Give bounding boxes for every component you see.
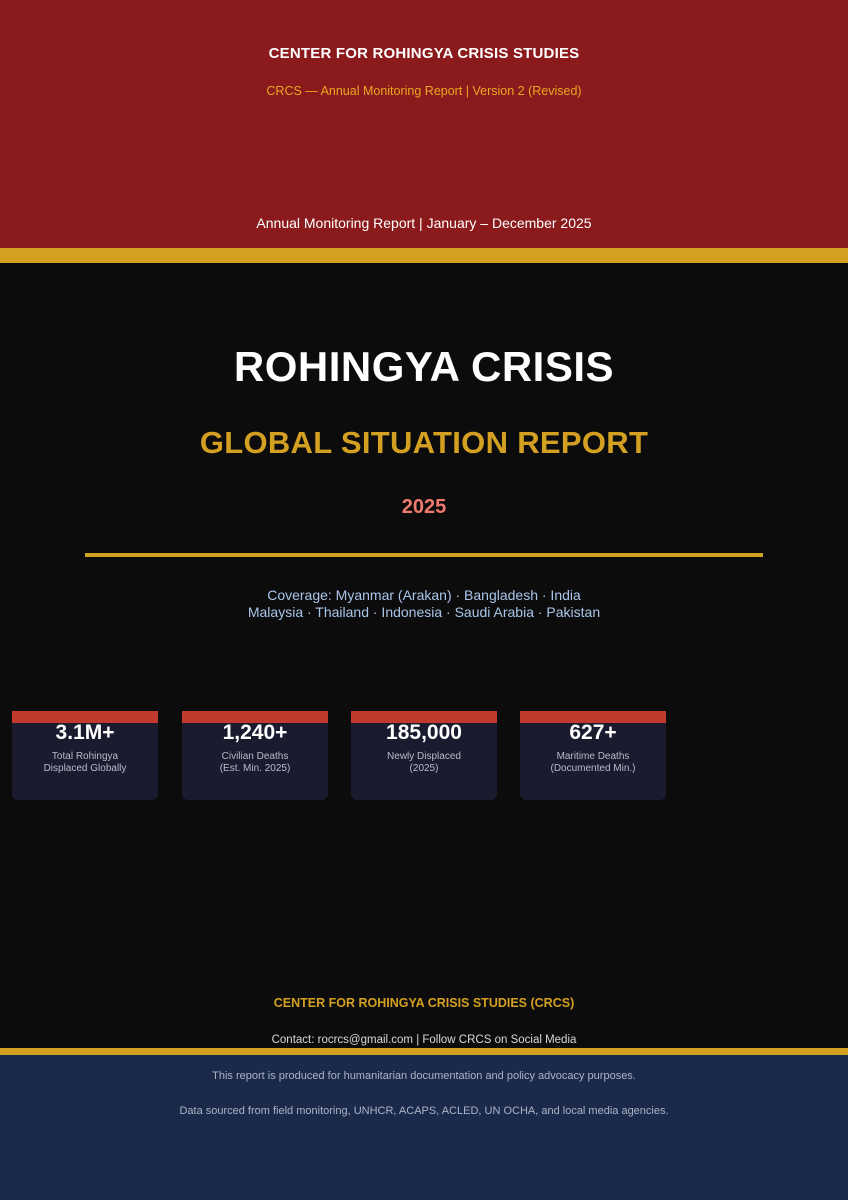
stat-label-line: Civilian Deaths — [221, 751, 289, 762]
stat-label-line: Displaced Globally — [43, 763, 127, 774]
stat-value: 3.1M+ — [55, 721, 115, 744]
org-title: CENTER FOR ROHINGYA CRISIS STUDIES — [268, 45, 580, 62]
main-title: ROHINGYA CRISIS — [233, 343, 615, 390]
stat-label-line: Maritime Deaths — [556, 751, 630, 762]
header-band — [0, 0, 848, 248]
period-line: Annual Monitoring Report | January – December 2025 — [256, 215, 592, 231]
coverage-text — [0, 587, 848, 621]
gold-divider-top — [0, 248, 848, 263]
stat-label-line: (Est. Min. 2025) — [219, 763, 291, 774]
stat-label-line: Total Rohingya — [51, 751, 119, 762]
stat-label — [16, 751, 154, 775]
data-sources-text: Data sourced from field monitoring, UNHCR, ACAPS, ACLED, UN OCHA, and local media agencies. — [179, 1105, 669, 1117]
stat-card-civilian-deaths — [182, 711, 328, 800]
footer-contact: Contact: rocrcs@gmail.com | Follow CRCS on Social Media — [271, 1034, 577, 1046]
coverage-line-1: Coverage: Myanmar (Arakan) · Bangladesh · India — [267, 587, 581, 603]
stat-label — [186, 751, 324, 775]
disclaimer-text: This report is produced for humanitarian documentation and policy advocacy purposes. — [212, 1070, 636, 1082]
coverage-line-2: Malaysia · Thailand · Indonesia · Saudi Arabia · Pakistan — [247, 604, 601, 620]
stat-label — [524, 751, 662, 775]
stat-value: 185,000 — [386, 721, 462, 744]
report-year: 2025 — [401, 496, 447, 518]
disclaimer-band — [0, 1055, 848, 1200]
stat-label — [355, 751, 493, 775]
gold-rule — [85, 553, 763, 557]
sub-title: GLOBAL SITUATION REPORT — [199, 425, 649, 460]
gold-divider-bottom — [0, 1048, 848, 1055]
stat-card-maritime-deaths — [520, 711, 666, 800]
version-line: CRCS — Annual Monitoring Report | Version 2 (Revised) — [266, 84, 582, 98]
stat-card-displaced — [12, 711, 158, 800]
stat-label-line: (2025) — [409, 763, 439, 774]
footer-org: CENTER FOR ROHINGYA CRISIS STUDIES (CRCS) — [273, 996, 575, 1010]
stat-value: 627+ — [569, 721, 617, 744]
stat-card-newly-displaced — [351, 711, 497, 800]
stat-value: 1,240+ — [222, 721, 288, 744]
stat-label-line: Newly Displaced — [387, 751, 461, 762]
stat-label-line: (Documented Min.) — [550, 763, 636, 774]
